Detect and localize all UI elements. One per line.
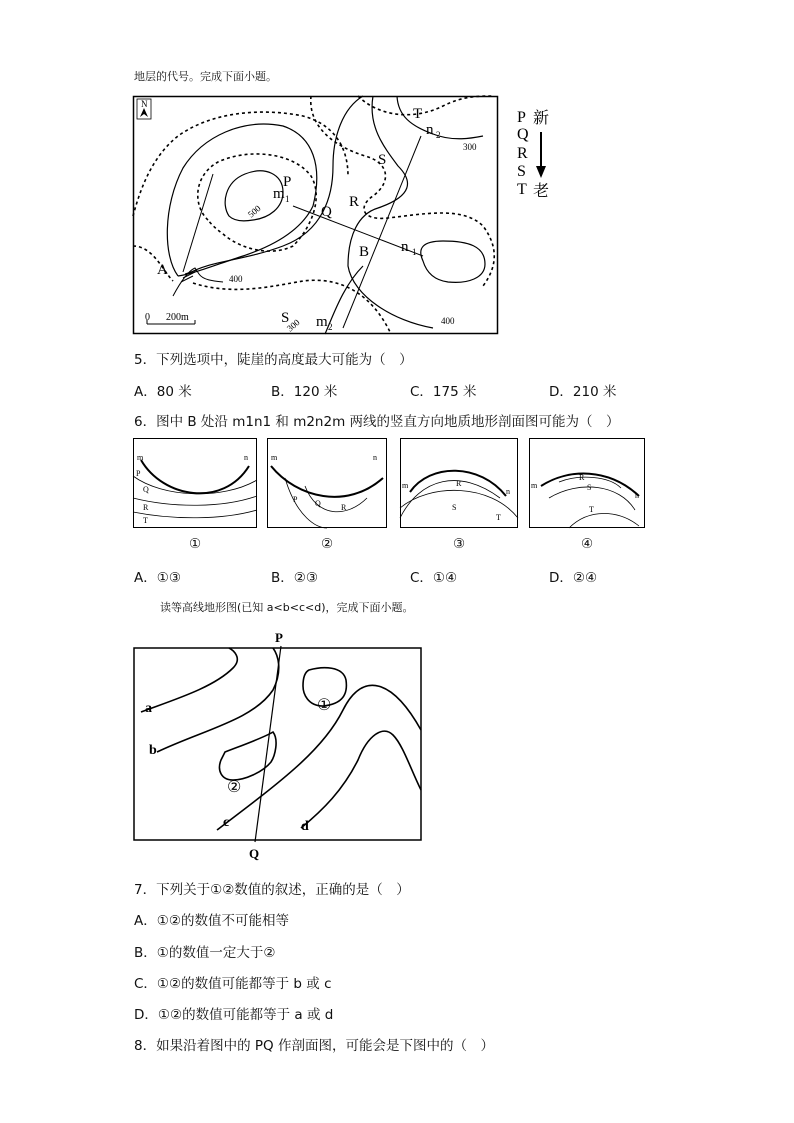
svg-text:P: P — [293, 495, 298, 504]
svg-text:0: 0 — [145, 312, 150, 323]
svg-text:n: n — [373, 453, 377, 462]
intro-text-2: 读等高线地形图(已知 a<b<c<d)，完成下面小题。 — [160, 601, 414, 614]
contour-300-top: 300 — [463, 142, 477, 152]
contour-map-2 — [133, 630, 423, 860]
svg-text:m: m — [271, 453, 278, 462]
label-circle-2: ② — [227, 779, 242, 796]
label-T: T — [413, 106, 423, 122]
arrow-head-icon — [536, 166, 546, 178]
intro-text-1: 地层的代号。完成下面小题。 — [134, 70, 277, 83]
q7-option-a: A．①②的数值不可能相等 — [134, 913, 289, 929]
svg-text:T: T — [517, 181, 527, 198]
contour-300-bottom: 300 — [284, 317, 302, 334]
q6-option-b: B．②③ — [271, 570, 318, 586]
svg-text:R: R — [456, 479, 462, 488]
contour-500: 500 — [245, 203, 263, 220]
svg-text:S: S — [452, 503, 457, 512]
q5-option-b: B．120 米 — [271, 384, 338, 400]
label-S-bottom: S — [281, 310, 290, 326]
question-6-stem: 6．图中 B 处沿 m1n1 和 m2n2m 两线的竖直方向地质地形剖面图可能为（ ） — [134, 414, 620, 430]
svg-text:T: T — [143, 516, 148, 525]
profile-3 — [400, 438, 518, 528]
q5-option-a: A．80 米 — [134, 384, 192, 400]
svg-text:P: P — [517, 109, 526, 126]
svg-text:n: n — [244, 453, 248, 462]
svg-text:2: 2 — [328, 322, 333, 332]
svg-text:1: 1 — [412, 247, 417, 257]
profile-3-num: ③ — [453, 536, 466, 552]
svg-text:N: N — [141, 99, 148, 109]
label-circle-1: ① — [317, 697, 332, 714]
svg-text:m: m — [531, 481, 538, 490]
svg-text:R: R — [579, 473, 585, 482]
label-m2: m — [316, 314, 328, 330]
geologic-contour-map — [133, 96, 498, 334]
profile-2-num: ② — [321, 536, 334, 552]
svg-text:P: P — [136, 469, 141, 478]
label-b: b — [149, 743, 157, 758]
svg-text:S: S — [517, 163, 526, 180]
contour-400-right: 400 — [441, 316, 455, 326]
q6-option-d: D．②④ — [549, 570, 598, 586]
label-n1: n — [401, 239, 409, 255]
profile-1 — [133, 438, 257, 528]
svg-text:m: m — [137, 453, 144, 462]
svg-text:Q: Q — [517, 126, 529, 143]
profile-4 — [529, 438, 645, 528]
label-m1: m — [273, 186, 285, 202]
q6-option-a: A．①③ — [134, 570, 181, 586]
svg-text:老: 老 — [533, 183, 550, 200]
svg-text:1: 1 — [285, 194, 290, 204]
svg-text:m: m — [402, 481, 409, 490]
svg-text:n: n — [506, 487, 510, 496]
label-d: d — [301, 819, 309, 834]
profile-1-num: ① — [189, 536, 202, 552]
svg-text:T: T — [496, 513, 501, 522]
label-P: P — [283, 174, 292, 190]
label-A: A — [157, 262, 168, 278]
svg-text:新: 新 — [533, 110, 550, 127]
q5-option-c: C．175 米 — [410, 384, 477, 400]
profile-4-num: ④ — [581, 536, 594, 552]
question-5-stem: 5．下列选项中，陡崖的高度最大可能为（ ） — [134, 352, 413, 368]
label-n2: n — [426, 122, 434, 138]
label-Q: Q — [249, 846, 260, 861]
q7-option-d: D．①②的数值可能都等于 a 或 d — [134, 1007, 334, 1023]
profile-2 — [267, 438, 387, 528]
label-B: B — [359, 244, 370, 260]
svg-text:200m: 200m — [166, 312, 189, 323]
svg-text:2: 2 — [436, 130, 441, 140]
north-arrow-icon — [137, 99, 151, 119]
contour-400-left: 400 — [229, 274, 243, 284]
q5-option-d: D．210 米 — [549, 384, 617, 400]
label-S-top: S — [378, 152, 387, 168]
q6-option-c: C．①④ — [410, 570, 458, 586]
svg-text:n: n — [635, 491, 639, 500]
label-P: P — [275, 630, 283, 645]
question-7-stem: 7．下列关于①②数值的叙述，正确的是（ ） — [134, 882, 410, 898]
strata-legend — [515, 104, 560, 204]
svg-text:R: R — [517, 145, 528, 162]
q7-option-c: C．①②的数值可能都等于 b 或 c — [134, 976, 332, 992]
label-Q: Q — [321, 204, 332, 220]
svg-text:R: R — [341, 503, 347, 512]
q7-option-b: B．①的数值一定大于② — [134, 945, 276, 961]
svg-text:R: R — [143, 503, 149, 512]
question-8-stem: 8．如果沿着图中的 PQ 作剖面图，可能会是下图中的（ ） — [134, 1038, 494, 1054]
svg-text:S: S — [587, 483, 592, 492]
svg-text:T: T — [589, 505, 594, 514]
label-c: c — [223, 815, 230, 830]
svg-text:Q: Q — [143, 485, 149, 494]
label-R: R — [349, 194, 360, 210]
label-a: a — [145, 701, 152, 716]
svg-text:Q: Q — [315, 499, 321, 508]
